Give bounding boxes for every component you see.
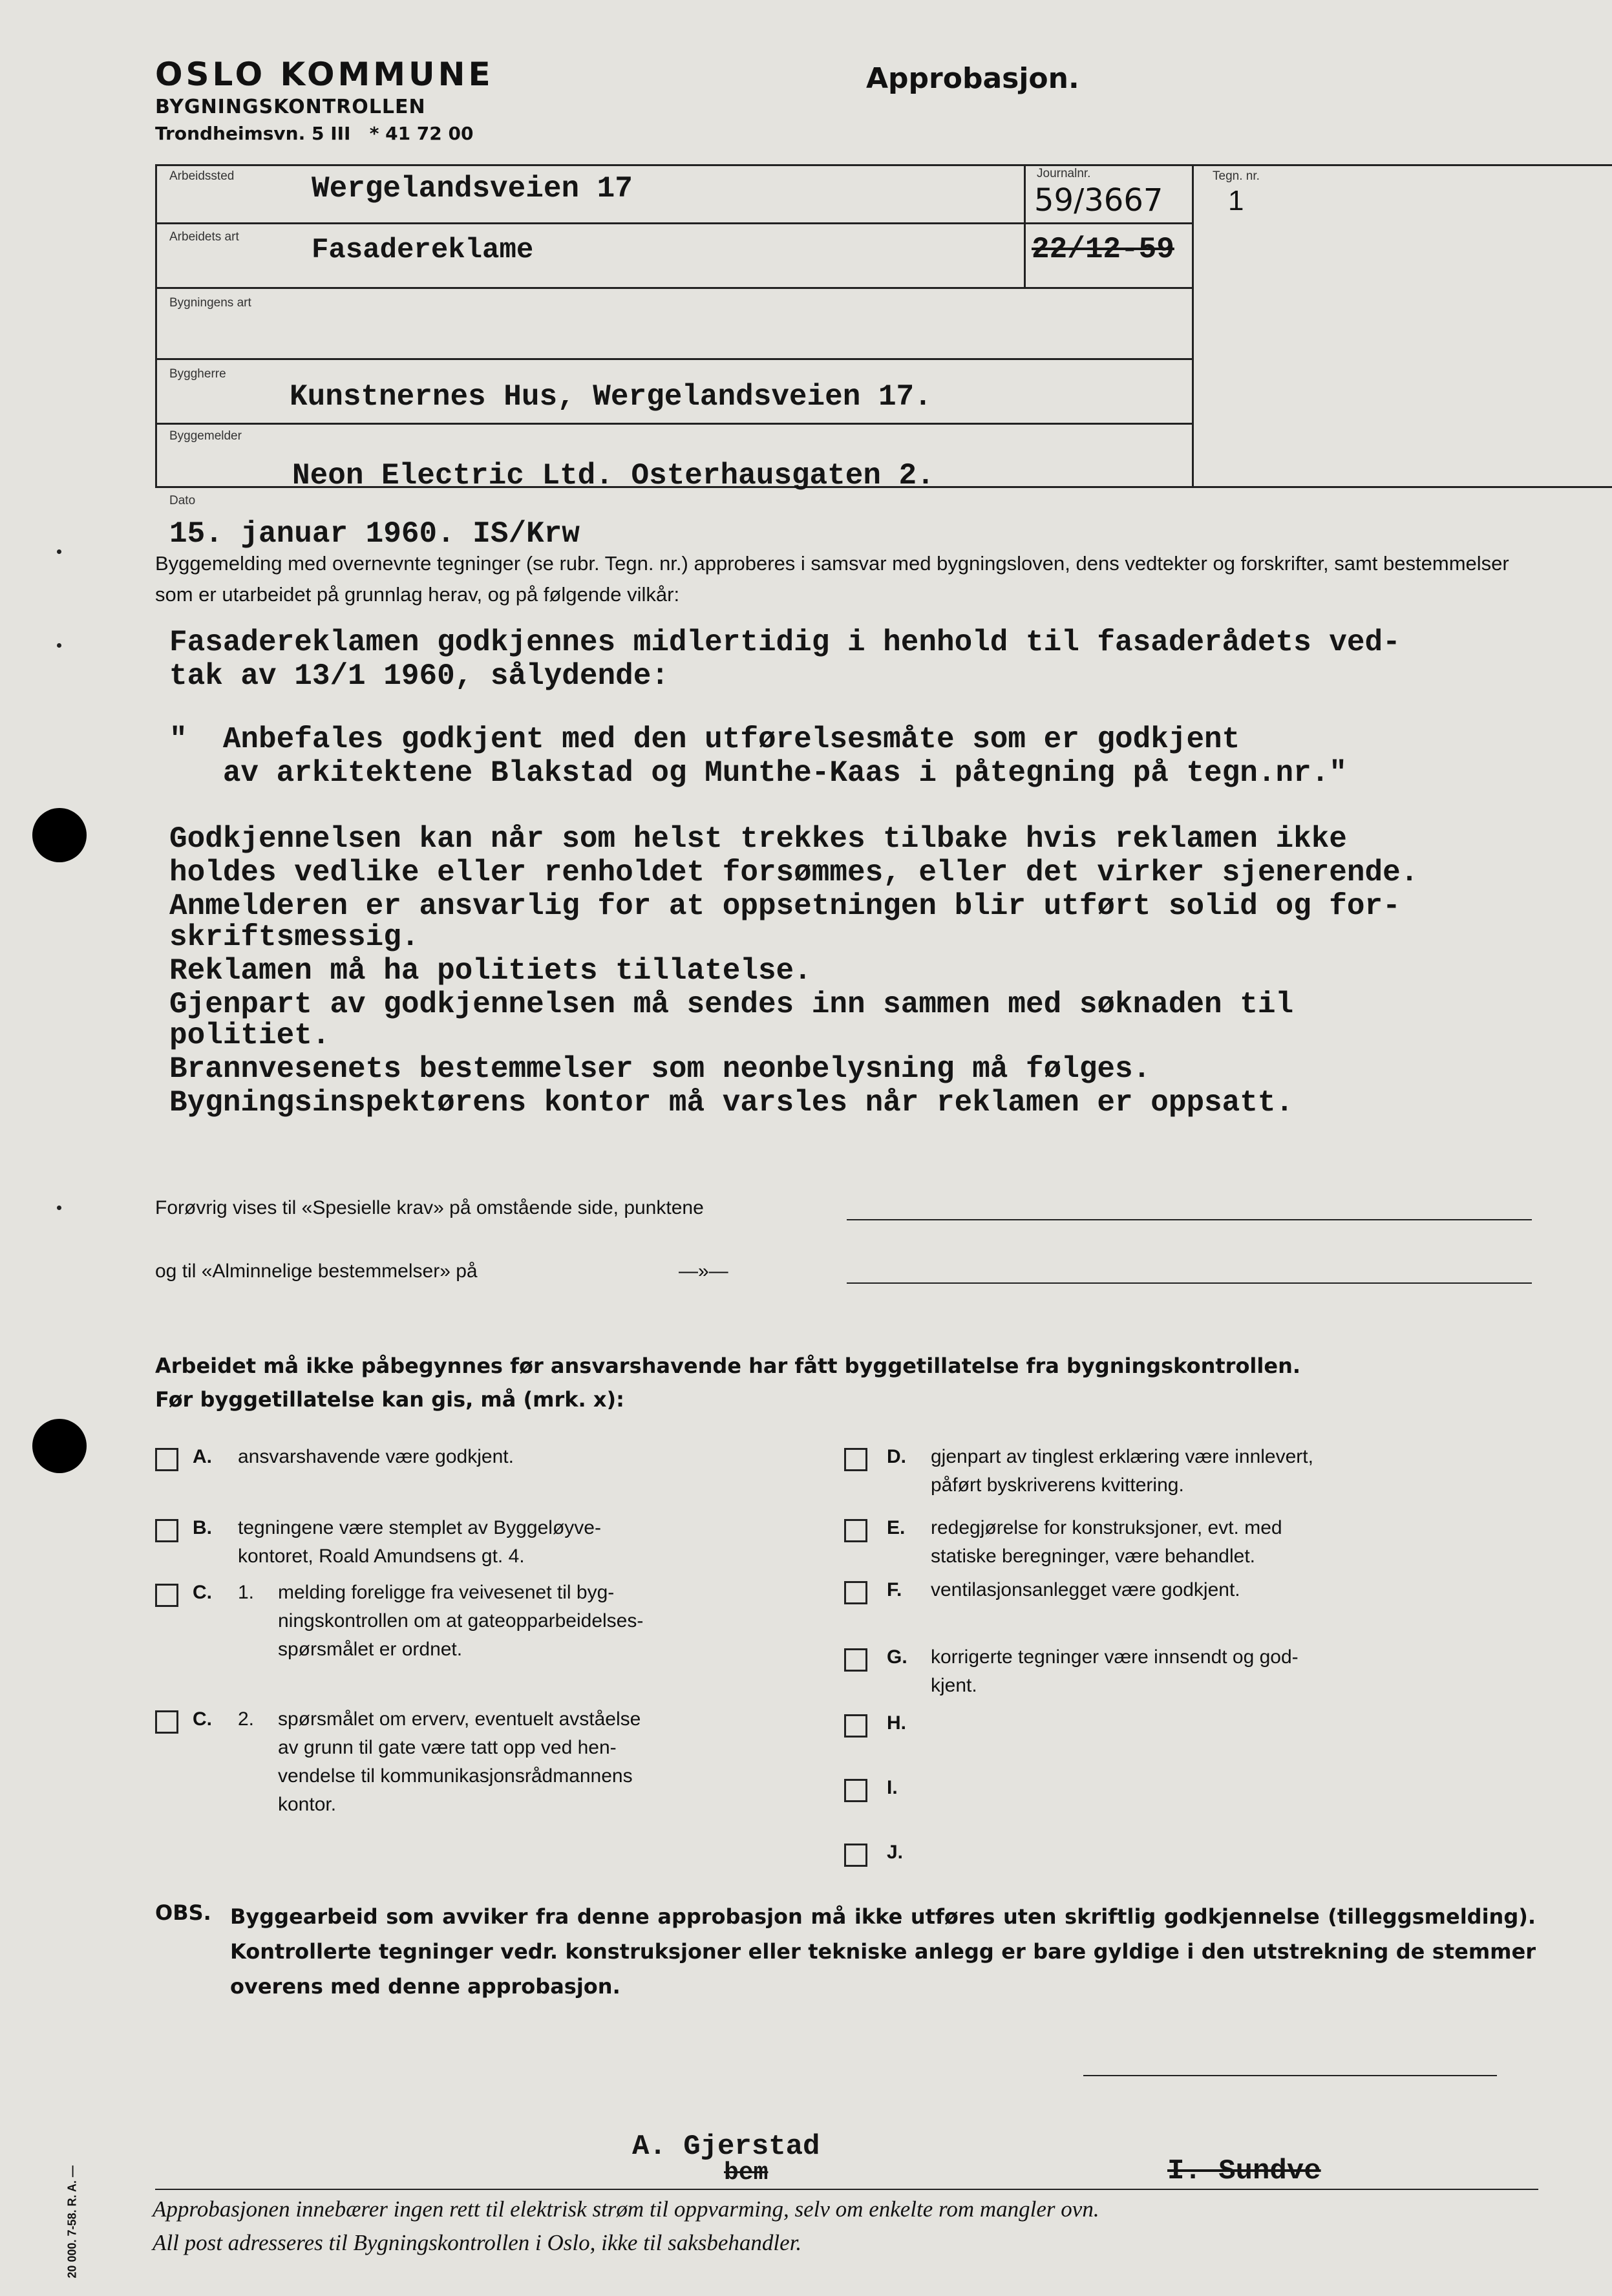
footer-line-1: Approbasjonen innebærer ingen rett til elektrisk strøm til oppvarming, selv om enkelte rom mangler ovn.	[153, 2196, 1099, 2222]
option-b-key: B.	[193, 1517, 212, 1538]
option-c2-key: C.	[193, 1708, 212, 1730]
option-d-text: gjenpart av tinglest erklæring være innlevert, påført byskriverens kvittering.	[931, 1446, 1313, 1496]
punch-hole-top	[32, 808, 87, 862]
footer-rule	[155, 2189, 1538, 2190]
checkbox-a[interactable]	[155, 1448, 178, 1471]
checkbox-b[interactable]	[155, 1519, 178, 1542]
condition-line: politiet.	[169, 1019, 330, 1052]
checkbox-e[interactable]	[844, 1519, 867, 1542]
condition-line: holdes vedlike eller renholdet forsømmes, eller det virker sjenerende.	[169, 856, 1419, 889]
byggemelder-label: Byggemelder	[169, 429, 242, 443]
document-title: Approbasjon.	[866, 62, 1079, 95]
checkbox-h[interactable]	[844, 1714, 867, 1738]
forovrig-fill-line	[847, 1219, 1532, 1220]
checkbox-c1[interactable]	[155, 1584, 178, 1607]
journal-label: Journalnr.	[1037, 167, 1091, 180]
option-f-key: F.	[887, 1579, 902, 1600]
alminnelige-text: og til «Alminnelige bestemmelser» på	[155, 1260, 478, 1282]
obs-label: OBS.	[155, 1900, 211, 1925]
signature-left-struck: bem	[724, 2159, 769, 2187]
condition-line: Fasadereklamen godkjennes midlertidig i henhold til fasaderådets ved-	[169, 626, 1401, 659]
signature-left: A. Gjerstad	[632, 2131, 820, 2163]
tegn-label: Tegn. nr.	[1213, 169, 1260, 183]
warning-line-1: Arbeidet må ikke påbegynnes før ansvarshavende har fått byggetillatelse fra bygningskontrollen.	[155, 1354, 1300, 1378]
option-a-text: ansvarshavende være godkjent.	[238, 1446, 514, 1467]
alminnelige-fill-line	[847, 1282, 1532, 1284]
address: Trondheimsvn. 5 III * 41 72 00	[155, 123, 474, 144]
footer-line-2: All post adresseres til Bygningskontrollen i Oslo, ikke til saksbehandler.	[153, 2230, 802, 2255]
option-g-key: G.	[887, 1646, 907, 1668]
option-a-key: A.	[193, 1446, 212, 1467]
condition-line: Gjenpart av godkjennelsen må sendes inn sammen med søknaden til	[169, 988, 1294, 1021]
dato-label: Dato	[169, 494, 196, 507]
date-line: 15. januar 1960. IS/Krw	[169, 517, 580, 551]
punch-hole-bottom	[32, 1419, 87, 1473]
condition-line: Bygningsinspektørens kontor må varsles når reklamen er oppsatt.	[169, 1086, 1294, 1120]
condition-line: Reklamen må ha politiets tillatelse.	[169, 954, 812, 988]
option-e-key: E.	[887, 1517, 906, 1538]
option-d-key: D.	[887, 1446, 906, 1467]
option-c1-key: C.	[193, 1582, 212, 1603]
signature-line	[1083, 2075, 1497, 2076]
option-e-text: redegjørelse for konstruksjoner, evt. med statiske beregninger, være behandlet.	[931, 1517, 1282, 1567]
condition-line: " Anbefales godkjent med den utførelsesmåte som er godkjent	[169, 723, 1240, 756]
condition-line: tak av 13/1 1960, sålydende:	[169, 659, 669, 693]
option-c1-num: 1.	[238, 1582, 255, 1603]
option-c2-text: spørsmålet om erverv, eventuelt avståelse av grunn til gate være tatt opp ved hen- vendelse til kommunikasjonsrådmannens kontor.	[278, 1708, 641, 1815]
bygningens-art-label: Bygningens art	[169, 296, 251, 310]
department: BYGNINGSKONTROLLEN	[155, 96, 426, 118]
byggemelder-value: Neon Electric Ltd. Osterhausgaten 2.	[292, 459, 935, 493]
print-code: 20 000. 7-58. R. A. —	[65, 2165, 79, 2279]
option-i-key: I.	[887, 1777, 898, 1798]
alminnelige-ditto: —»—	[679, 1260, 728, 1282]
option-f-text: ventilasjonsanlegget være godkjent.	[931, 1579, 1240, 1600]
condition-line: Godkjennelsen kan når som helst trekkes tilbake hvis reklamen ikke	[169, 822, 1347, 856]
condition-line: av arkitektene Blakstad og Munthe-Kaas i påtegning på tegn.nr."	[169, 756, 1347, 790]
option-h-key: H.	[887, 1712, 906, 1734]
condition-line: Anmelderen er ansvarlig for at oppsetningen blir utført solid og for-	[169, 889, 1401, 923]
signature-right: I. Sundve	[1167, 2155, 1321, 2187]
checkbox-f[interactable]	[844, 1581, 867, 1604]
byggherre-value: Kunstnernes Hus, Wergelandsveien 17.	[290, 380, 932, 414]
option-g-text: korrigerte tegninger være innsendt og god- kjent.	[931, 1646, 1299, 1696]
arbeidets-art-value: Fasadereklame	[312, 234, 534, 266]
checkbox-g[interactable]	[844, 1648, 867, 1672]
org-name: OSLO KOMMUNE	[155, 56, 494, 93]
journal-date: 22/12-59	[1032, 233, 1174, 266]
option-c2-num: 2.	[238, 1708, 255, 1730]
intro-text: Byggemelding med overnevnte tegninger (se rubr. Tegn. nr.) approberes i samsvar med bygningsloven, dens vedtekter og forskrifter, samt bestemmelser som er utarbeidet på grunnlag herav, og på følgende vilkår:	[155, 552, 1509, 606]
obs-text: Byggearbeid som avviker fra denne approbasjon må ikke utføres uten skriftlig godkjennelse (tilleggsmelding). Kontrollerte tegninger vedr. konstruksjoner eller tekniske anlegg er bare gyldige i den utstrekning de stemmer overens med denne approbasjon.	[230, 1904, 1536, 1999]
tegn-number: 1	[1228, 185, 1244, 217]
checkbox-d[interactable]	[844, 1448, 867, 1471]
checkbox-j[interactable]	[844, 1844, 867, 1867]
condition-line: skriftsmessig.	[169, 920, 419, 954]
arbeidssted-label: Arbeidssted	[169, 169, 235, 183]
warning-line-2: Før byggetillatelse kan gis, må (mrk. x):	[155, 1387, 624, 1412]
option-b-text: tegningene være stemplet av Byggeløyve- kontoret, Roald Amundsens gt. 4.	[238, 1517, 601, 1567]
checkbox-c2[interactable]	[155, 1710, 178, 1734]
condition-line: Brannvesenets bestemmelser som neonbelysning må følges.	[169, 1052, 1151, 1086]
arbeidets-art-label: Arbeidets art	[169, 230, 239, 244]
margin-dot	[57, 1206, 61, 1210]
arbeidssted-value: Wergelandsveien 17	[312, 172, 633, 206]
byggherre-label: Byggherre	[169, 367, 226, 381]
margin-dot	[57, 643, 61, 648]
option-j-key: J.	[887, 1842, 904, 1863]
checkbox-i[interactable]	[844, 1779, 867, 1802]
margin-dot	[57, 549, 61, 554]
option-c1-text: melding foreligge fra veivesenet til byg- ningskontrollen om at gateopparbeidelses- spørsmålet er ordnet.	[278, 1582, 644, 1660]
journal-number: 59/3667	[1034, 182, 1163, 218]
forovrig-text: Forøvrig vises til «Spesielle krav» på omstående side, punktene	[155, 1197, 704, 1218]
